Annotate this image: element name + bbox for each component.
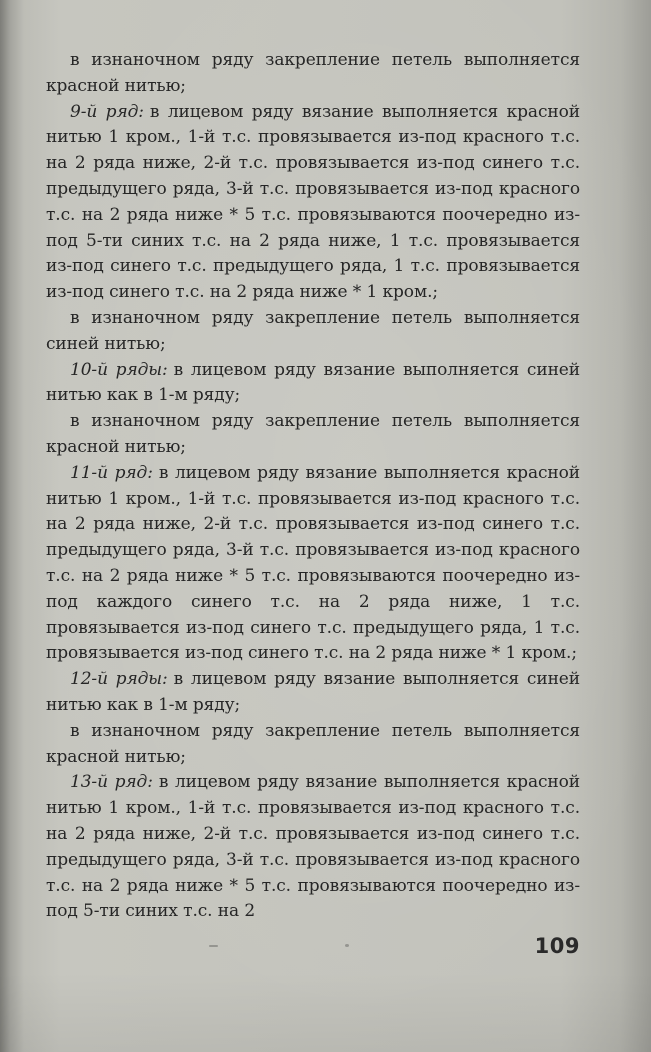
paragraph-text: в лицевом ряду вязание выполняется красной нитью 1 кром., 1-й т.с. провязывается из-под красного т.с. на 2 ряда ниже, 2-й т.с. провязывается из-под синего т.с. предыдущего ряда, 3-й т.с. провязывается из-под красного т.с. на 2 ряда ниже * 5 т.с. провязываются поочередно из-под 5-ти синих т.с. на 2 — [46, 772, 581, 922]
row-title: 11-й ряд: — [70, 462, 153, 483]
row-title: 10-й ряды: — [70, 359, 168, 380]
paper-speck — [209, 945, 218, 947]
paragraph — [46, 667, 580, 719]
row-title: 13-й ряд: — [70, 772, 153, 793]
paragraph-text: в лицевом ряду вязание выполняется красной нитью 1 кром., 1-й т.с. провязывается из-под красного т.с. на 2 ряда ниже, 2-й т.с. провязывается из-под синего т.с. предыдущего ряда, 3-й т.с. провязывается из-под красного т.с. на 2 ряда ниже * 5 т.с. провязываются поочередно из-под каждого синего т.с. на 2 ряда ниже, 1 т.с. провязывается из-под синего т.с. предыдущего ряда, 1 т.с. провязывается из-под синего т.с. на 2 ряда ниже * 1 кром.; — [46, 462, 581, 664]
row-title: 12-й ряды: — [70, 669, 168, 690]
paragraph-text: в лицевом ряду вязание выполняется синей нитью как в 1-м ряду; — [46, 669, 580, 715]
paragraph-text: в изнаночном ряду закрепление петель выполняется красной нитью; — [46, 411, 580, 457]
paragraph — [46, 770, 580, 925]
paragraph-text: в лицевом ряду вязание выполняется красной нитью 1 кром., 1-й т.с. провязывается из-под красного т.с. на 2 ряда ниже, 2-й т.с. провязывается из-под синего т.с. предыдущего ряда, 3-й т.с. провязывается из-под красного т.с. на 2 ряда ниже * 5 т.с. провязываются поочередно из-под 5-ти синих т.с. на 2 ряда ниже, 1 т.с. провязывается из-под синего т.с. предыдущего ряда, 1 т.с. провязывается из-под синего т.с. на 2 ряда ниже * 1 кром.; — [46, 101, 580, 303]
paper-speck — [345, 944, 349, 947]
page-number: 109 — [534, 934, 580, 958]
row-title: 9-й ряд: — [70, 101, 144, 122]
page-text — [46, 48, 580, 925]
paragraph-text: в изнаночном ряду закрепление петель выполняется красной нитью; — [46, 50, 580, 96]
paragraph-text: в лицевом ряду вязание выполняется синей нитью как в 1-м ряду; — [46, 359, 580, 406]
paragraph — [46, 100, 580, 306]
paragraph-text: в изнаночном ряду закрепление петель выполняется красной нитью; — [46, 720, 580, 767]
paragraph — [46, 358, 580, 410]
paragraph — [46, 719, 580, 771]
paragraph — [46, 306, 580, 358]
paragraph — [46, 48, 580, 100]
paragraph — [46, 409, 580, 461]
paragraph-text: в изнаночном ряду закрепление петель выполняется синей нитью; — [46, 307, 580, 354]
paragraph — [46, 461, 580, 667]
